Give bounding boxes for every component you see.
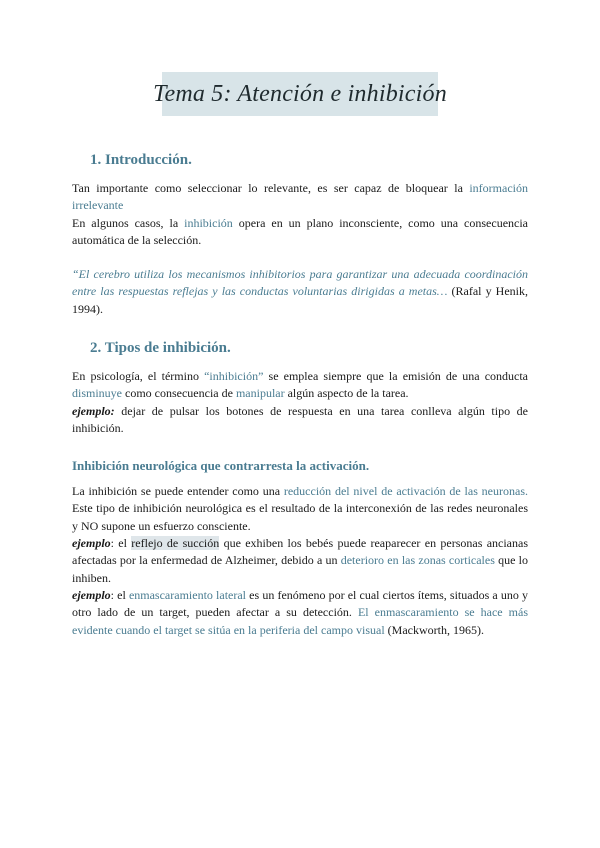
text-run: algún aspecto de la tarea. [284,386,409,401]
text-run: Tan importante como seleccionar lo relevante, es ser capaz de bloquear la [72,181,470,195]
paragraph-tipos-ejemplo [72,403,528,438]
title-banner [153,72,447,116]
paragraph-neuro-1 [72,483,528,535]
text-run: es un fenómeno por el cual ciertos ítems, situados a uno y otro lado de un target, pueden afectar a su detección. [72,588,529,620]
paragraph-neuro-ejemplo-2 [72,587,528,639]
example-label: ejemplo: [72,404,115,418]
text-run: (Mackworth, 1965). [384,622,484,637]
highlight-inhibicion: inhibición [184,216,233,230]
highlight-informacion-irrelevante: información irrelevante [72,181,528,213]
example-label: ejemplo [72,588,111,602]
text-run: que lo inhiben. [72,553,528,585]
paragraph-intro-1 [72,180,528,215]
text-run: que exhiben los bebés puede reaparecer en personas ancianas afectadas por la enfermedad de Alzheimer, debido a un [72,536,529,568]
heading-introduccion: 1. Introducción. [90,152,192,168]
paragraph-intro-2 [72,215,528,250]
heading-inhibicion-neurologica: Inhibición neurológica que contrarresta la activación. [72,458,370,473]
highlight-enmascaramiento-periferia: El enmascaramiento se hace más evidente cuando el target se sitúa en la periferia del campo visual [72,605,528,637]
heading-tipos: 2. Tipos de inhibición. [90,340,231,356]
text-run: La inhibición se puede entender como una [72,484,284,498]
paragraph-tipos-1 [72,368,528,403]
text-run: : el [110,588,129,602]
marked-reflejo-succion: reflejo de succión [131,536,220,550]
quote-paragraph [72,266,528,318]
example-label: ejemplo [72,536,111,550]
text-run: Este tipo de inhibición neurológica es el resultado de la interconexión de las redes neuronales y NO supone un esfuerzo consciente. [72,501,528,533]
paragraph-neuro-ejemplo-1 [72,535,528,587]
highlight-inhibicion-term: “inhibición” [204,369,264,383]
text-run: opera en un plano inconsciente, como una consecuencia automática de la selección. [72,216,529,248]
text-run: dejar de pulsar los botones de respuesta en una tarea conlleva algún tipo de inhibición. [72,404,528,436]
text-run: como consecuencia de [122,386,236,401]
highlight-deterioro-zonas-corticales: deterioro en las zonas corticales [340,553,495,568]
quote-text: “El cerebro utiliza los mecanismos inhibitorios para garantizar una adecuada coordinación entre las respuestas reflejas y las conductas voluntarias dirigidas a metas… [72,267,528,299]
text-run: En algunos casos, la [72,216,185,230]
highlight-enmascaramiento-lateral: enmascaramiento lateral [128,588,247,602]
text-run: se emplea siempre que la emisión de una conducta [263,369,529,383]
highlight-manipular: manipular [235,386,285,401]
text-run: En psicología, el término [72,369,205,383]
text-run: : el [110,536,132,550]
page-title: Tema 5: Atención e inhibición [153,80,447,107]
highlight-disminuye: disminuye [72,386,122,401]
quote-reference: (Rafal y Henik, 1994). [72,284,528,316]
highlight-reduccion-activacion: reducción del nivel de activación de las neuronas. [283,484,528,498]
